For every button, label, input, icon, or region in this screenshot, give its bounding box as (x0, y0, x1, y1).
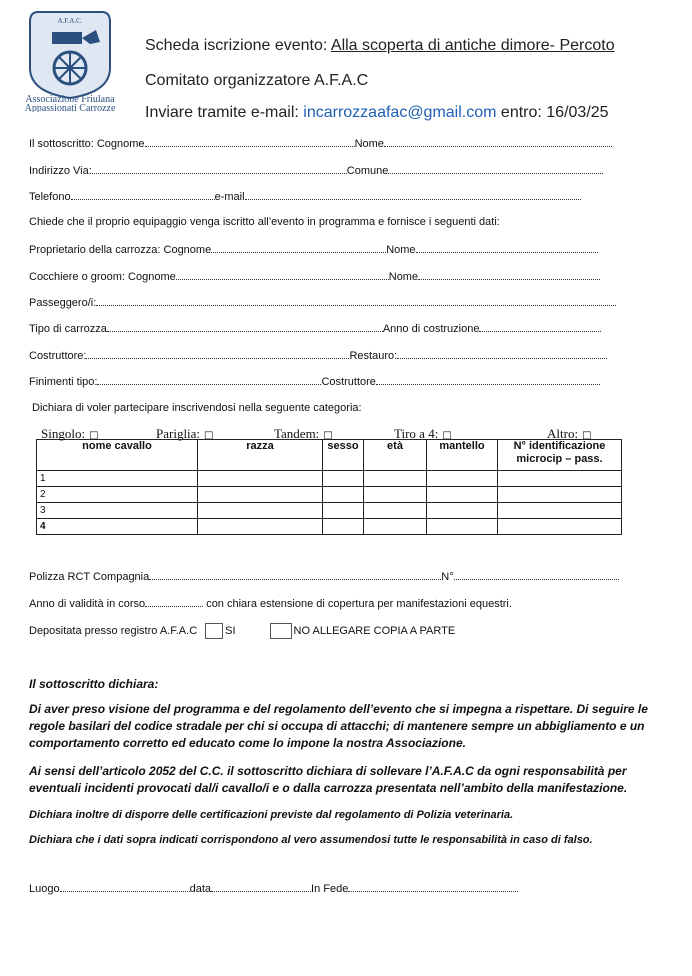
table-row (37, 487, 622, 503)
label-surname: Il sottoscritto: Cognome (29, 138, 145, 150)
table-cell[interactable] (323, 519, 364, 535)
logo-line-1: Associazione Friulana (25, 94, 115, 105)
category-label: Altro: (547, 426, 579, 441)
harness-builder-field[interactable] (376, 375, 600, 385)
table-cell[interactable] (198, 487, 323, 503)
request-text: Chiede che il proprio equipaggio venga iscritto all’evento in programma e fornisce i seguenti dati: (29, 216, 500, 228)
table-cell[interactable] (198, 519, 323, 535)
table-cell[interactable] (498, 487, 622, 503)
category-intro: Dichiara di voler partecipare inscrivendosi nella seguente categoria: (32, 402, 362, 414)
label-validity: Anno di validità in corso (29, 598, 146, 610)
validity-year-field[interactable] (145, 597, 203, 607)
surname-field[interactable] (145, 137, 355, 147)
category-label: Singolo: (41, 426, 86, 441)
checkbox-icon[interactable]: □ (204, 430, 214, 441)
label-year: Anno di costruzione (382, 323, 480, 335)
send-deadline: entro: 16/03/25 (496, 104, 609, 121)
declaration-heading: Il sottoscritto dichiara: (29, 677, 159, 691)
form-title (145, 37, 615, 55)
label-owner-name: Nome (386, 244, 416, 256)
driver-surname-field[interactable] (176, 270, 389, 280)
row-signature (29, 882, 518, 895)
committee-line: Comitato organizzatore A.F.A.C (145, 72, 369, 89)
label-carriage-type: Tipo di carrozza (29, 323, 107, 335)
label-passengers: Passeggero/i: (29, 297, 97, 309)
row-number: 4 (37, 519, 198, 535)
row-number: 3 (37, 503, 198, 519)
row-passengers (29, 296, 616, 309)
label-signature: In Fede (311, 883, 349, 895)
row-driver (29, 270, 600, 283)
year-field[interactable] (479, 322, 601, 332)
label-no: NO ALLEGARE COPIA A PARTE (293, 624, 456, 637)
label-owner-surname: Proprietario della carrozza: Cognome (29, 244, 212, 256)
row-surname-name (29, 137, 612, 150)
checkbox-icon[interactable]: □ (89, 430, 99, 441)
afac-logo (10, 8, 130, 112)
table-cell[interactable] (364, 503, 427, 519)
registry-no-checkbox[interactable] (270, 623, 292, 639)
col-nome-cavallo: nome cavallo (37, 440, 198, 471)
row-insurance (29, 570, 619, 583)
label-address: Indirizzo Via: (29, 165, 92, 177)
table-row (37, 519, 622, 535)
date-field[interactable] (211, 882, 311, 892)
label-place: Luogo (29, 883, 60, 895)
row-address (29, 164, 603, 177)
logo-small-text: A.F.A.C. (57, 17, 83, 25)
row-harness (29, 375, 600, 388)
table-row (37, 471, 622, 487)
table-cell[interactable] (498, 503, 622, 519)
policy-number-field[interactable] (454, 570, 619, 580)
label-registry: Depositata presso registro A.F.A.C (29, 624, 198, 637)
col-microcip: N° identificazione microcip – pass. (498, 440, 622, 471)
category-label: Tiro a 4: (394, 426, 439, 441)
table-cell[interactable] (427, 503, 498, 519)
label-builder: Costruttore: (29, 350, 87, 362)
label-name: Nome (354, 138, 384, 150)
owner-surname-field[interactable] (211, 243, 386, 253)
label-harness-builder: Costruttore (321, 376, 376, 388)
label-date: data (189, 883, 212, 895)
row-validity (29, 597, 512, 610)
label-yes: SI (225, 624, 236, 637)
table-cell[interactable] (498, 519, 622, 535)
row-builder (29, 349, 607, 362)
table-cell[interactable] (427, 471, 498, 487)
builder-field[interactable] (86, 349, 349, 359)
checkbox-icon[interactable]: □ (323, 430, 333, 441)
harness-field[interactable] (97, 375, 321, 385)
place-field[interactable] (60, 882, 190, 892)
validity-note: con chiara estensione di copertura per manifestazioni equestri. (206, 598, 512, 610)
label-insurance: Polizza RCT Compagnia (29, 571, 150, 583)
email-field[interactable] (245, 190, 581, 200)
title-prefix: Scheda iscrizione evento: (145, 37, 331, 54)
email-link[interactable]: incarrozzaafac@gmail.com (303, 104, 497, 121)
col-mantello: mantello (427, 440, 498, 471)
declaration-p4: Dichiara che i dati sopra indicati corrispondono al vero assumendosi tutte le responsabilità in caso di falso. (29, 834, 593, 846)
label-phone: Telefono (29, 191, 71, 203)
table-cell[interactable] (198, 471, 323, 487)
table-cell[interactable] (427, 519, 498, 535)
event-name: Alla scoperta di antiche dimore- Percoto (330, 37, 615, 54)
signature-field[interactable] (348, 882, 518, 892)
table-row (37, 503, 622, 519)
row-phone-email (29, 190, 581, 203)
passengers-field[interactable] (96, 296, 616, 306)
row-owner (29, 243, 598, 256)
name-field[interactable] (384, 137, 612, 147)
horse-table (36, 439, 622, 535)
table-cell[interactable] (323, 471, 364, 487)
col-eta: età (364, 440, 427, 471)
driver-name-field[interactable] (418, 270, 600, 280)
row-carriage-type (29, 322, 601, 335)
registry-yes-checkbox[interactable] (205, 623, 223, 639)
comune-field[interactable] (388, 164, 603, 174)
category-label: Tandem: (274, 426, 320, 441)
insurance-company-field[interactable] (149, 570, 441, 580)
label-policy-number: N° (441, 571, 454, 583)
row-registry (29, 623, 455, 639)
table-cell[interactable] (364, 471, 427, 487)
table-cell[interactable] (323, 487, 364, 503)
phone-field[interactable] (71, 190, 215, 200)
table-cell[interactable] (364, 519, 427, 535)
category-label: Pariglia: (156, 426, 201, 441)
table-cell[interactable] (323, 503, 364, 519)
table-cell[interactable] (364, 487, 427, 503)
owner-name-field[interactable] (416, 243, 598, 253)
declaration-p2: Ai sensi dell’articolo 2052 del C.C. il sottoscritto dichiara di sollevare l’A.F.A.C da ogni responsabilità per eventuali incidenti provocati dal/i cavallo/i e o dalla carrozza presentata nell’ambito della manifestazione. (29, 764, 628, 795)
col-sesso: sesso (323, 440, 364, 471)
send-prefix: Inviare tramite e-mail: (145, 104, 304, 121)
address-field[interactable] (92, 164, 347, 174)
checkbox-icon[interactable]: □ (582, 430, 592, 441)
table-cell[interactable] (498, 471, 622, 487)
checkbox-icon[interactable]: □ (442, 430, 452, 441)
label-comune: Comune (346, 165, 389, 177)
logo-line-2: Appassionati Carrozze (24, 103, 116, 112)
label-driver-surname: Cocchiere o groom: Cognome (29, 271, 176, 283)
row-number: 2 (37, 487, 198, 503)
table-header-row (37, 440, 622, 471)
declaration-p1: Di aver preso visione del programma e del regolamento dell’evento che si impegna a rispettare. Di seguire le regole basilari del codice stradale per chi si occupa di attacchi; di mantenere sempre un abbigliamento e un comportamento corretto ed educato come lo impone la nostra Associazione. (29, 702, 648, 750)
restoration-field[interactable] (397, 349, 607, 359)
label-harness: Finimenti tipo: (29, 376, 98, 388)
label-driver-name: Nome (388, 271, 419, 283)
send-line (145, 104, 609, 122)
label-restoration: Restauro: (349, 350, 398, 362)
carriage-type-field[interactable] (107, 322, 383, 332)
row-number: 1 (37, 471, 198, 487)
label-email: e-mail (214, 191, 245, 203)
table-cell[interactable] (427, 487, 498, 503)
table-cell[interactable] (198, 503, 323, 519)
col-razza: razza (198, 440, 323, 471)
declaration-p3: Dichiara inoltre di disporre delle certificazioni previste dal regolamento di Polizia veterinaria. (29, 809, 514, 821)
